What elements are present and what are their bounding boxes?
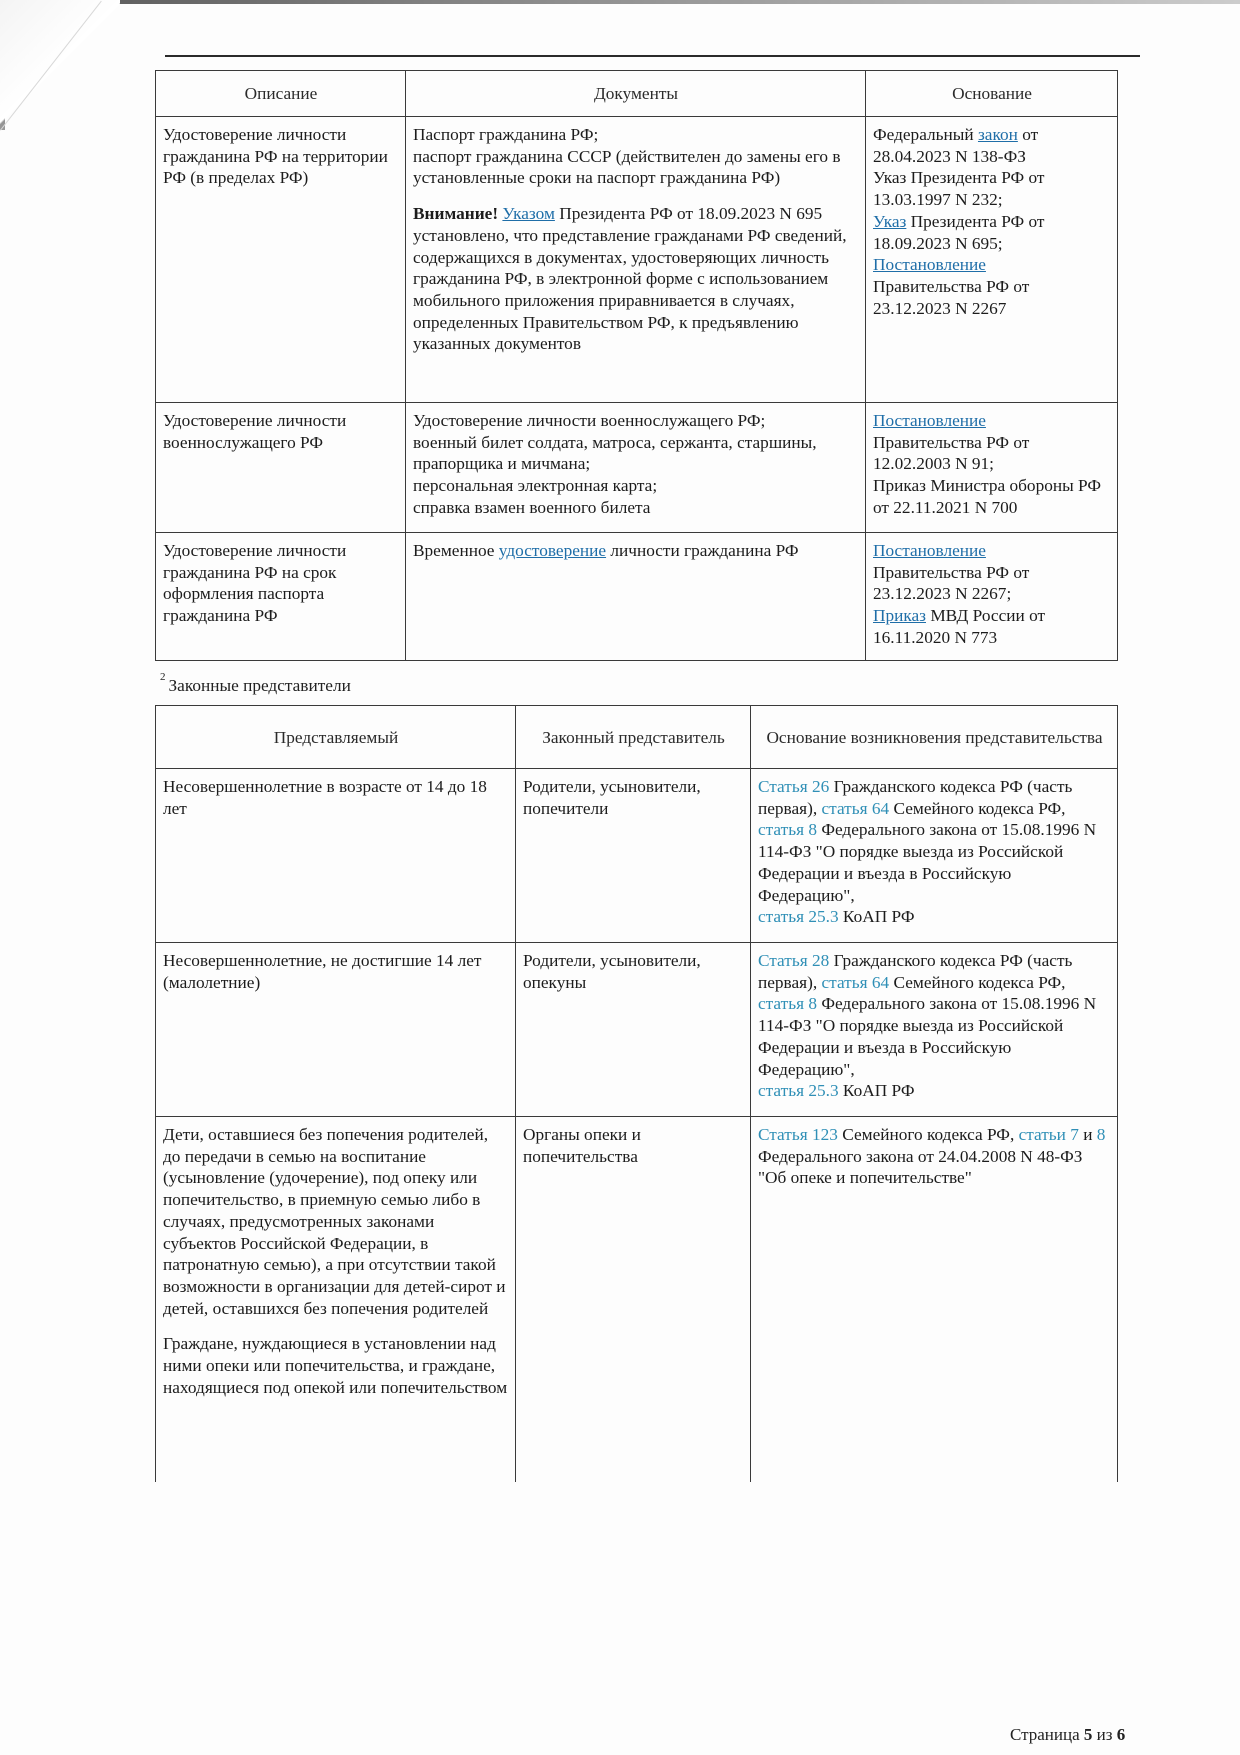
- represented-paragraph: Граждане, нуждающиеся в установлении над ними опеки или попечительства, и граждане, находящиеся под опекой или попечительством: [163, 1334, 508, 1397]
- row-basis: [751, 1117, 1118, 1482]
- row-description: Удостоверение личности военнослужащего РФ: [156, 403, 406, 533]
- row-description: Удостоверение личности гражданина РФ на срок оформления паспорта гражданина РФ: [156, 533, 406, 661]
- header-documents: Документы: [406, 71, 866, 117]
- article-link[interactable]: Статья 26: [758, 777, 830, 796]
- page-number: [1010, 1725, 1125, 1745]
- doc-line: персональная электронная карта;: [413, 476, 658, 496]
- header-description: Описание: [156, 71, 406, 117]
- article-link[interactable]: статья 25.3: [758, 907, 839, 927]
- basis-text: Семейного кодекса РФ,: [837, 1125, 1019, 1144]
- page-label: Страница: [1010, 1725, 1084, 1744]
- basis-text: КоАП РФ: [838, 1081, 915, 1101]
- article-link[interactable]: статья 8: [758, 994, 817, 1014]
- decree-link[interactable]: Указ: [873, 211, 907, 231]
- row-representative: Органы опеки и попечительства: [516, 1117, 751, 1482]
- notice-text: Президента РФ от 18.09.2023 N 695 установлено, что представление гражданами РФ сведений, содержащихся в документах, удостоверяющих личность гражданина РФ, в электронной форме с использованием мобильного приложения приравнивается в случаях, определенных Правительством РФ, к предъявлению указанных документов: [413, 204, 847, 354]
- resolution-link[interactable]: Постановление: [873, 541, 986, 560]
- table-row: [156, 1117, 1118, 1482]
- basis-text: Семейного кодекса РФ,: [889, 972, 1066, 992]
- basis-text: Федерального закона от 15.08.1996 N 114-ФЗ "О порядке выезда из Российской Федерации и въезда в Российскую Федерацию",: [758, 820, 1097, 905]
- row-basis: [866, 533, 1118, 661]
- table-row: [156, 403, 1118, 533]
- article-link[interactable]: 8: [1096, 1125, 1106, 1144]
- represented-paragraph: Дети, оставшиеся без попечения родителей, до передачи в семью на воспитание (усыновление (удочерение), под опеку или попечительство, в приемную семью либо в случаях, предусмотренных законами субъектов Российской Федерации, в патронатную семью), а при отсутствии такой возможности в организации для детей-сирот и детей, оставшихся без попечения родителей: [163, 1125, 506, 1318]
- page-fold: [0, 0, 120, 130]
- documents-table: [155, 70, 1118, 661]
- row-representative: Родители, усыновители, опекуны: [516, 943, 751, 1117]
- row-representative: Родители, усыновители, попечители: [516, 769, 751, 943]
- table-row: [156, 533, 1118, 661]
- row-basis: [866, 117, 1118, 403]
- doc-text: личности гражданина РФ: [606, 541, 799, 560]
- row-basis: [751, 943, 1118, 1117]
- article-link[interactable]: Статья 28: [758, 951, 830, 970]
- section-title: Законные представители: [168, 675, 351, 695]
- article-link[interactable]: статья 8: [758, 820, 817, 840]
- basis-text: Указ Президента РФ от 13.03.1997 N 232;: [873, 168, 1045, 210]
- header-representative: Законный представитель: [516, 706, 751, 769]
- resolution-link[interactable]: Постановление: [873, 255, 986, 275]
- basis-text: Правительства РФ от 23.12.2023 N 2267;: [873, 562, 1030, 604]
- table-header-row: [156, 706, 1118, 769]
- basis-text: Гражданского кодекса РФ (часть первая),: [758, 777, 1073, 818]
- doc-line: справка взамен военного билета: [413, 497, 651, 517]
- article-link[interactable]: Статья 123: [758, 1125, 838, 1144]
- row-documents: [406, 533, 866, 661]
- header-basis: Основание: [866, 71, 1118, 117]
- order-link[interactable]: Приказ: [873, 606, 926, 626]
- basis-text: Приказ Министра обороны РФ от 22.11.2021 N 700: [873, 476, 1101, 517]
- scan-edge-top: [0, 0, 1240, 4]
- current-page: 5: [1083, 1725, 1093, 1744]
- row-represented: Несовершеннолетние в возрасте от 14 до 18 лет: [156, 769, 516, 943]
- row-documents: [406, 117, 866, 403]
- certificate-link[interactable]: удостоверение: [498, 541, 607, 560]
- row-basis: [866, 403, 1118, 533]
- law-link[interactable]: закон: [977, 125, 1018, 144]
- row-basis: [751, 769, 1118, 943]
- article-link[interactable]: статьи 7: [1018, 1125, 1079, 1144]
- basis-text: Президента РФ от 18.09.2023 N 695;: [873, 211, 1045, 253]
- basis-text: от 28.04.2023 N 138-ФЗ: [873, 125, 1039, 166]
- header-basis: Основание возникновения представительства: [751, 706, 1118, 769]
- notice: [413, 203, 859, 355]
- table-row: [156, 943, 1118, 1117]
- basis-text: Федеральный: [873, 125, 978, 144]
- top-rule: [165, 55, 1140, 57]
- basis-text: Гражданского кодекса РФ (часть первая),: [758, 951, 1073, 992]
- doc-line: паспорт гражданина СССР (действителен до замены его в установленные сроки на паспорт гражданина РФ): [413, 146, 841, 188]
- notice-label: Внимание!: [413, 204, 499, 224]
- total-pages: 6: [1116, 1725, 1126, 1744]
- page-of: из: [1092, 1725, 1117, 1744]
- row-represented: Несовершеннолетние, не достигшие 14 лет (малолетние): [156, 943, 516, 1117]
- basis-text: Правительства РФ от 23.12.2023 N 2267: [873, 276, 1030, 318]
- resolution-link[interactable]: Постановление: [873, 411, 986, 430]
- basis-text: МВД России от 16.11.2020 N 773: [873, 606, 1046, 647]
- table-header-row: [156, 71, 1118, 117]
- decree-link[interactable]: Указом: [502, 204, 555, 224]
- basis-text: Федерального закона от 24.04.2008 N 48-ФЗ "Об опеке и попечительстве": [758, 1146, 1083, 1188]
- basis-text: Семейного кодекса РФ,: [889, 798, 1066, 818]
- footnote-marker: 2: [160, 671, 166, 683]
- table-row: [156, 769, 1118, 943]
- section-caption: [160, 671, 351, 696]
- doc-line: Удостоверение личности военнослужащего РФ;: [413, 411, 766, 430]
- doc-line: Паспорт гражданина РФ;: [413, 125, 599, 144]
- row-represented: [156, 1117, 516, 1482]
- basis-text: Федерального закона от 15.08.1996 N 114-ФЗ "О порядке выезда из Российской Федерации и въезда в Российскую Федерацию",: [758, 994, 1097, 1079]
- table-row: [156, 117, 1118, 403]
- basis-text: и: [1078, 1125, 1097, 1144]
- article-link[interactable]: статья 25.3: [758, 1081, 839, 1101]
- article-link[interactable]: статья 64: [821, 798, 890, 818]
- doc-text: Временное: [413, 541, 499, 560]
- header-represented: Представляемый: [156, 706, 516, 769]
- representatives-table: [155, 705, 1118, 1482]
- row-description: Удостоверение личности гражданина РФ на территории РФ (в пределах РФ): [156, 117, 406, 403]
- doc-line: военный билет солдата, матроса, сержанта, старшины, прапорщика и мичмана;: [413, 432, 817, 474]
- basis-text: КоАП РФ: [838, 907, 915, 927]
- basis-text: Правительства РФ от 12.02.2003 N 91;: [873, 432, 1030, 474]
- article-link[interactable]: статья 64: [821, 972, 890, 992]
- row-documents: [406, 403, 866, 533]
